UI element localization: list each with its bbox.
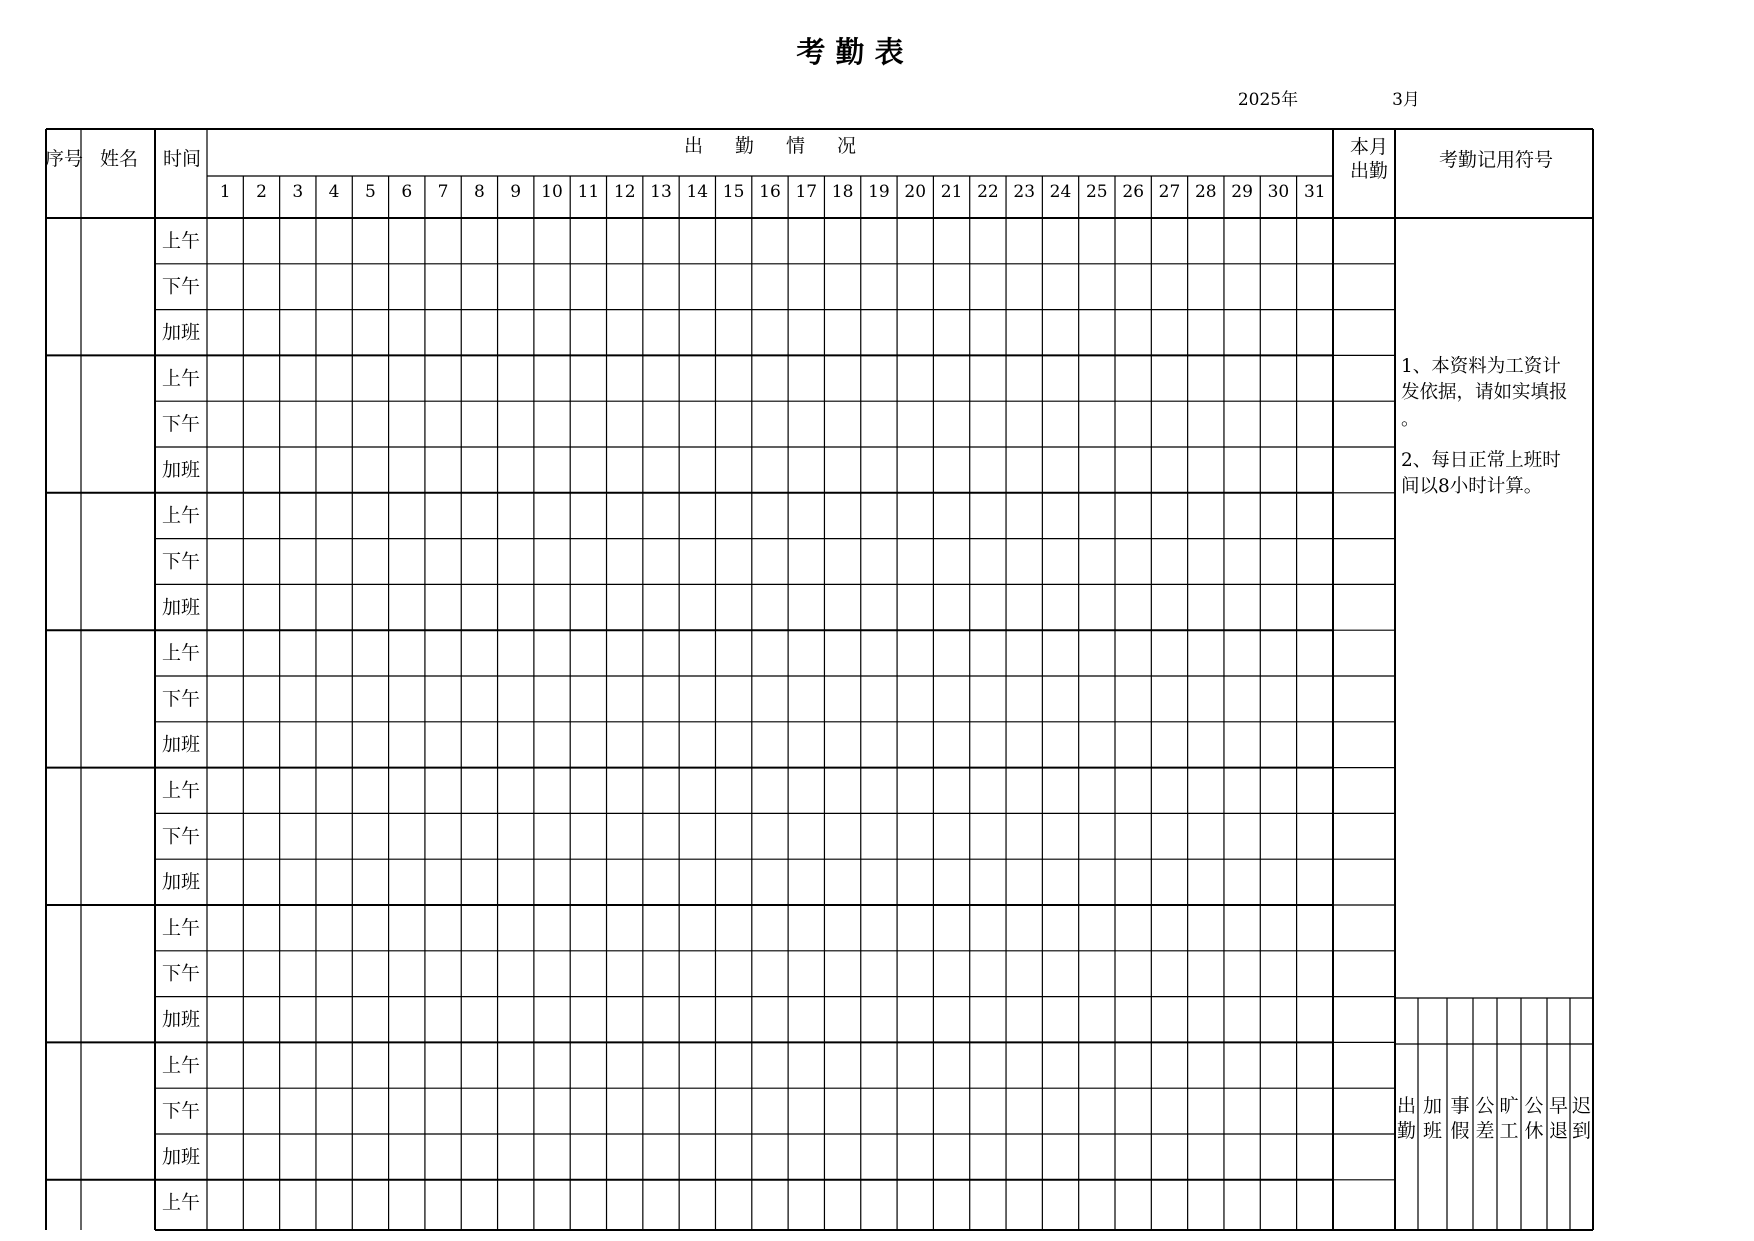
legend-symbol-line1: 事	[1450, 1095, 1470, 1117]
day-number: 27	[1158, 182, 1181, 202]
period-label: 加班	[161, 871, 201, 894]
day-number: 6	[401, 182, 413, 202]
day-number: 18	[831, 182, 854, 202]
day-number: 8	[473, 182, 485, 202]
legend-symbol-line1: 旷	[1499, 1095, 1519, 1117]
day-number: 30	[1267, 182, 1290, 202]
period-label: 上午	[161, 1191, 201, 1214]
period-label: 上午	[161, 779, 201, 802]
symbol-legend	[1395, 998, 1593, 1230]
day-number: 15	[722, 182, 745, 202]
period-label: 上午	[161, 1054, 201, 1077]
period-label: 加班	[161, 1145, 201, 1168]
day-number: 28	[1194, 182, 1217, 202]
day-number: 29	[1231, 182, 1253, 202]
note-line: 发依据，请如实填报	[1401, 382, 1568, 403]
day-number: 5	[364, 182, 376, 202]
legend-symbol-line1: 出	[1396, 1095, 1417, 1117]
period-label: 下午	[161, 413, 201, 436]
legend-symbol-line2: 假	[1450, 1120, 1470, 1142]
month-label: 3月	[1392, 90, 1420, 110]
period-label: 下午	[161, 550, 201, 573]
period-label: 下午	[161, 962, 201, 985]
legend-symbol-line2: 勤	[1396, 1120, 1417, 1142]
note-line: 。	[1401, 409, 1420, 430]
day-number: 21	[940, 182, 963, 202]
period-label: 上午	[161, 504, 201, 527]
legend-symbol-line1: 迟	[1571, 1095, 1592, 1117]
legend-symbol-line2: 退	[1548, 1120, 1569, 1142]
day-number: 25	[1085, 182, 1108, 202]
day-number: 1	[219, 182, 231, 202]
legend-symbol-line1: 加	[1422, 1095, 1443, 1117]
period-label: 下午	[161, 275, 201, 298]
legend-symbol-line2: 到	[1571, 1120, 1592, 1142]
period-label: 上午	[161, 367, 201, 390]
day-number: 20	[904, 182, 927, 202]
note-line: 2、每日正常上班时	[1401, 450, 1561, 471]
day-number: 13	[650, 182, 672, 202]
period-label: 加班	[161, 733, 201, 756]
period-label: 下午	[161, 1100, 201, 1123]
period-label: 下午	[161, 825, 201, 848]
legend-symbol-line2: 班	[1422, 1120, 1443, 1142]
note-line: 间以8小时计算。	[1401, 476, 1543, 497]
period-label: 上午	[161, 229, 201, 252]
year-label: 2025年	[1237, 90, 1299, 110]
legend-symbol-line2: 工	[1499, 1120, 1519, 1142]
day-number: 17	[795, 182, 818, 202]
day-number: 12	[613, 182, 636, 202]
header-attendance: 出 勤 情 况	[683, 135, 857, 157]
period-label: 加班	[161, 1008, 201, 1031]
legend-symbol-line2: 休	[1524, 1120, 1544, 1142]
legend-symbol-line1: 公	[1475, 1095, 1495, 1117]
day-number: 19	[868, 182, 890, 202]
day-number: 10	[541, 182, 563, 202]
day-number: 22	[977, 182, 999, 202]
period-label: 下午	[161, 687, 201, 710]
header-seq: 序号	[44, 148, 84, 170]
header-symbols: 考勤记用符号	[1438, 149, 1554, 171]
day-number: 26	[1122, 182, 1145, 202]
day-number: 23	[1013, 182, 1036, 202]
day-number-row	[220, 182, 1326, 202]
day-number: 7	[437, 182, 449, 202]
legend-symbol-line2: 差	[1475, 1120, 1495, 1142]
legend-symbol-line1: 公	[1524, 1095, 1544, 1117]
period-label: 加班	[161, 596, 201, 619]
day-number: 16	[759, 182, 781, 202]
period-label: 上午	[161, 916, 201, 939]
header-name: 姓名	[99, 148, 139, 170]
header-monthly-line2: 出勤	[1349, 160, 1389, 182]
period-label: 上午	[161, 642, 201, 665]
period-label: 加班	[161, 321, 201, 344]
header-time: 时间	[162, 148, 202, 170]
day-number: 11	[577, 182, 600, 202]
day-number: 9	[510, 182, 522, 202]
day-number: 4	[328, 182, 340, 202]
sheet-title: 考 勤 表	[796, 35, 904, 69]
period-label: 加班	[161, 458, 201, 481]
day-number: 24	[1049, 182, 1072, 202]
header-monthly-line1: 本月	[1349, 136, 1389, 158]
day-number: 14	[686, 182, 709, 202]
grid-lines	[46, 129, 1593, 1230]
notes-block	[1401, 356, 1568, 497]
day-number: 2	[256, 182, 267, 202]
day-number: 31	[1303, 182, 1326, 202]
legend-symbol-line1: 早	[1548, 1095, 1569, 1117]
day-number: 3	[292, 182, 304, 202]
note-line: 1、本资料为工资计	[1401, 356, 1561, 377]
